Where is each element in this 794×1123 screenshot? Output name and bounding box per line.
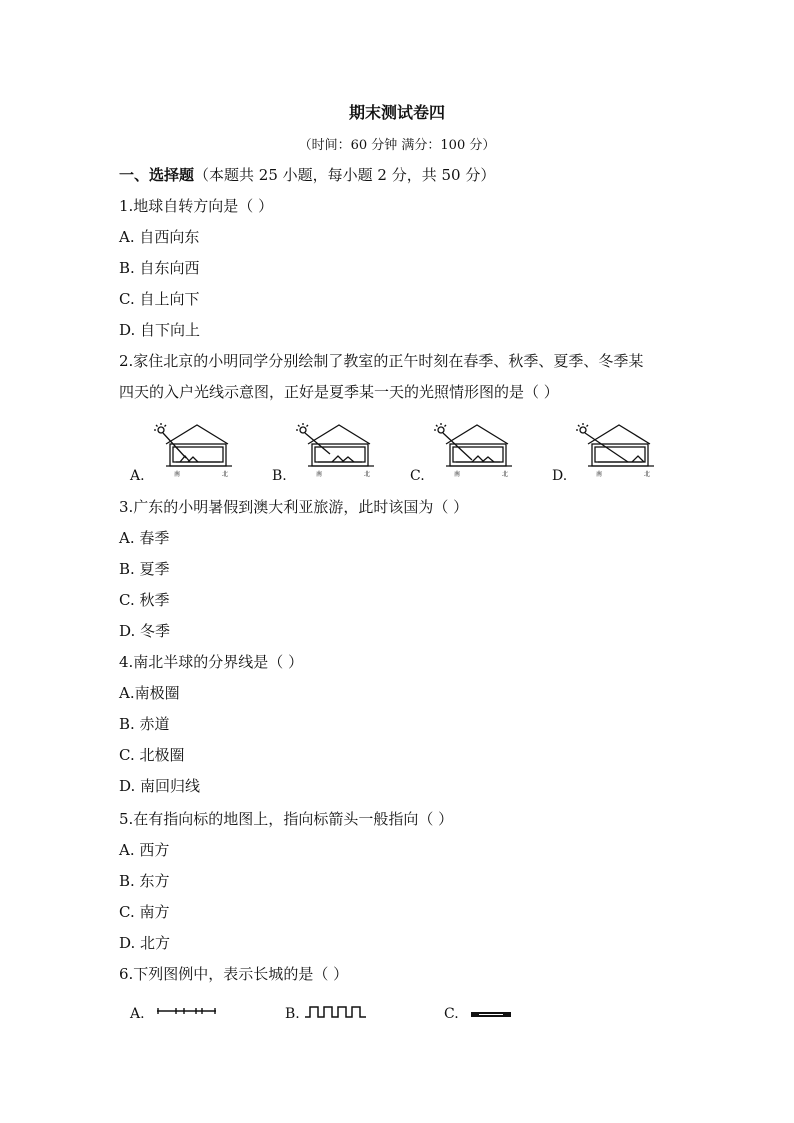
house-figure-d xyxy=(572,420,662,482)
question-4-option-c: C. 北极圈 xyxy=(119,746,185,764)
ground-label-south: 南 xyxy=(174,471,181,478)
legend-c-road-icon xyxy=(470,1010,514,1020)
question-3-option-d: D. 冬季 xyxy=(119,622,171,640)
question-4-option-d: D. 南回归线 xyxy=(119,777,201,795)
question-3-stem: 3.广东的小明暑假到澳大利亚旅游，此时该国为（ ） xyxy=(119,498,469,516)
section-heading: 一、选择题 xyxy=(119,166,195,184)
sun-icon xyxy=(580,427,586,433)
question-5-option-c: C. 南方 xyxy=(119,903,170,921)
question-1-option-b: B. 自东向西 xyxy=(119,259,200,277)
question-5-stem: 5.在有指向标的地图上，指向标箭头一般指向（ ） xyxy=(119,810,454,828)
figure-a-label: A. xyxy=(130,468,145,484)
figure-b-label: B. xyxy=(272,468,287,484)
question-1-option-a: A. 自西向东 xyxy=(119,228,200,246)
sun-icon xyxy=(300,427,306,433)
question-4-option-b: B. 赤道 xyxy=(119,715,170,733)
question-4-option-a: A.南极圈 xyxy=(119,684,180,702)
question-2-stem-line2: 四天的入户光线示意图，正好是夏季某一天的光照情形图的是（ ） xyxy=(119,383,559,401)
figure-d-label: D. xyxy=(552,468,568,484)
question-4-stem: 4.南北半球的分界线是（ ） xyxy=(119,653,304,671)
page-title: 期末测试卷四 xyxy=(348,103,445,122)
question-1-option-d: D. 自下向上 xyxy=(119,321,201,339)
section-note: （本题共 25 小题，每小题 2 分，共 50 分） xyxy=(194,166,496,184)
question-2-stem-line1: 2.家住北京的小明同学分别绘制了教室的正午时刻在春季、秋季、夏季、冬季某 xyxy=(119,352,644,370)
house-figure-a xyxy=(150,420,240,482)
ground-label-south: 南 xyxy=(454,471,461,478)
ground-label-north: 北 xyxy=(644,471,651,478)
house-figure-b xyxy=(292,420,382,482)
question-5-option-b: B. 东方 xyxy=(119,872,170,890)
question-3-option-b: B. 夏季 xyxy=(119,560,170,578)
ground-label-north: 北 xyxy=(364,471,371,478)
figure-c-label: C. xyxy=(410,468,425,484)
ground-label-south: 南 xyxy=(596,471,603,478)
sun-icon xyxy=(438,427,444,433)
legend-option-a-label: A. xyxy=(130,1006,145,1022)
section-header xyxy=(119,165,495,185)
question-5-option-a: A. 西方 xyxy=(119,841,170,859)
sun-icon xyxy=(158,427,164,433)
question-3-option-c: C. 秋季 xyxy=(119,591,170,609)
ground-label-south: 南 xyxy=(316,471,323,478)
house-figure-c xyxy=(430,420,520,482)
legend-option-b-label: B. xyxy=(285,1006,300,1022)
question-3-option-a: A. 春季 xyxy=(119,529,170,547)
question-6-stem: 6.下列图例中，表示长城的是（ ） xyxy=(119,965,349,983)
question-1-stem: 1.地球自转方向是（ ） xyxy=(119,197,274,215)
legend-option-c-label: C. xyxy=(444,1006,459,1022)
exam-info: （时间：60 分钟 满分：100 分） xyxy=(298,138,496,153)
legend-b-great-wall-icon xyxy=(304,1004,368,1020)
legend-a-railway-icon xyxy=(156,1006,218,1020)
ground-label-north: 北 xyxy=(502,471,509,478)
question-1-option-c: C. 自上向下 xyxy=(119,290,200,308)
ground-label-north: 北 xyxy=(222,471,229,478)
question-5-option-d: D. 北方 xyxy=(119,934,171,952)
